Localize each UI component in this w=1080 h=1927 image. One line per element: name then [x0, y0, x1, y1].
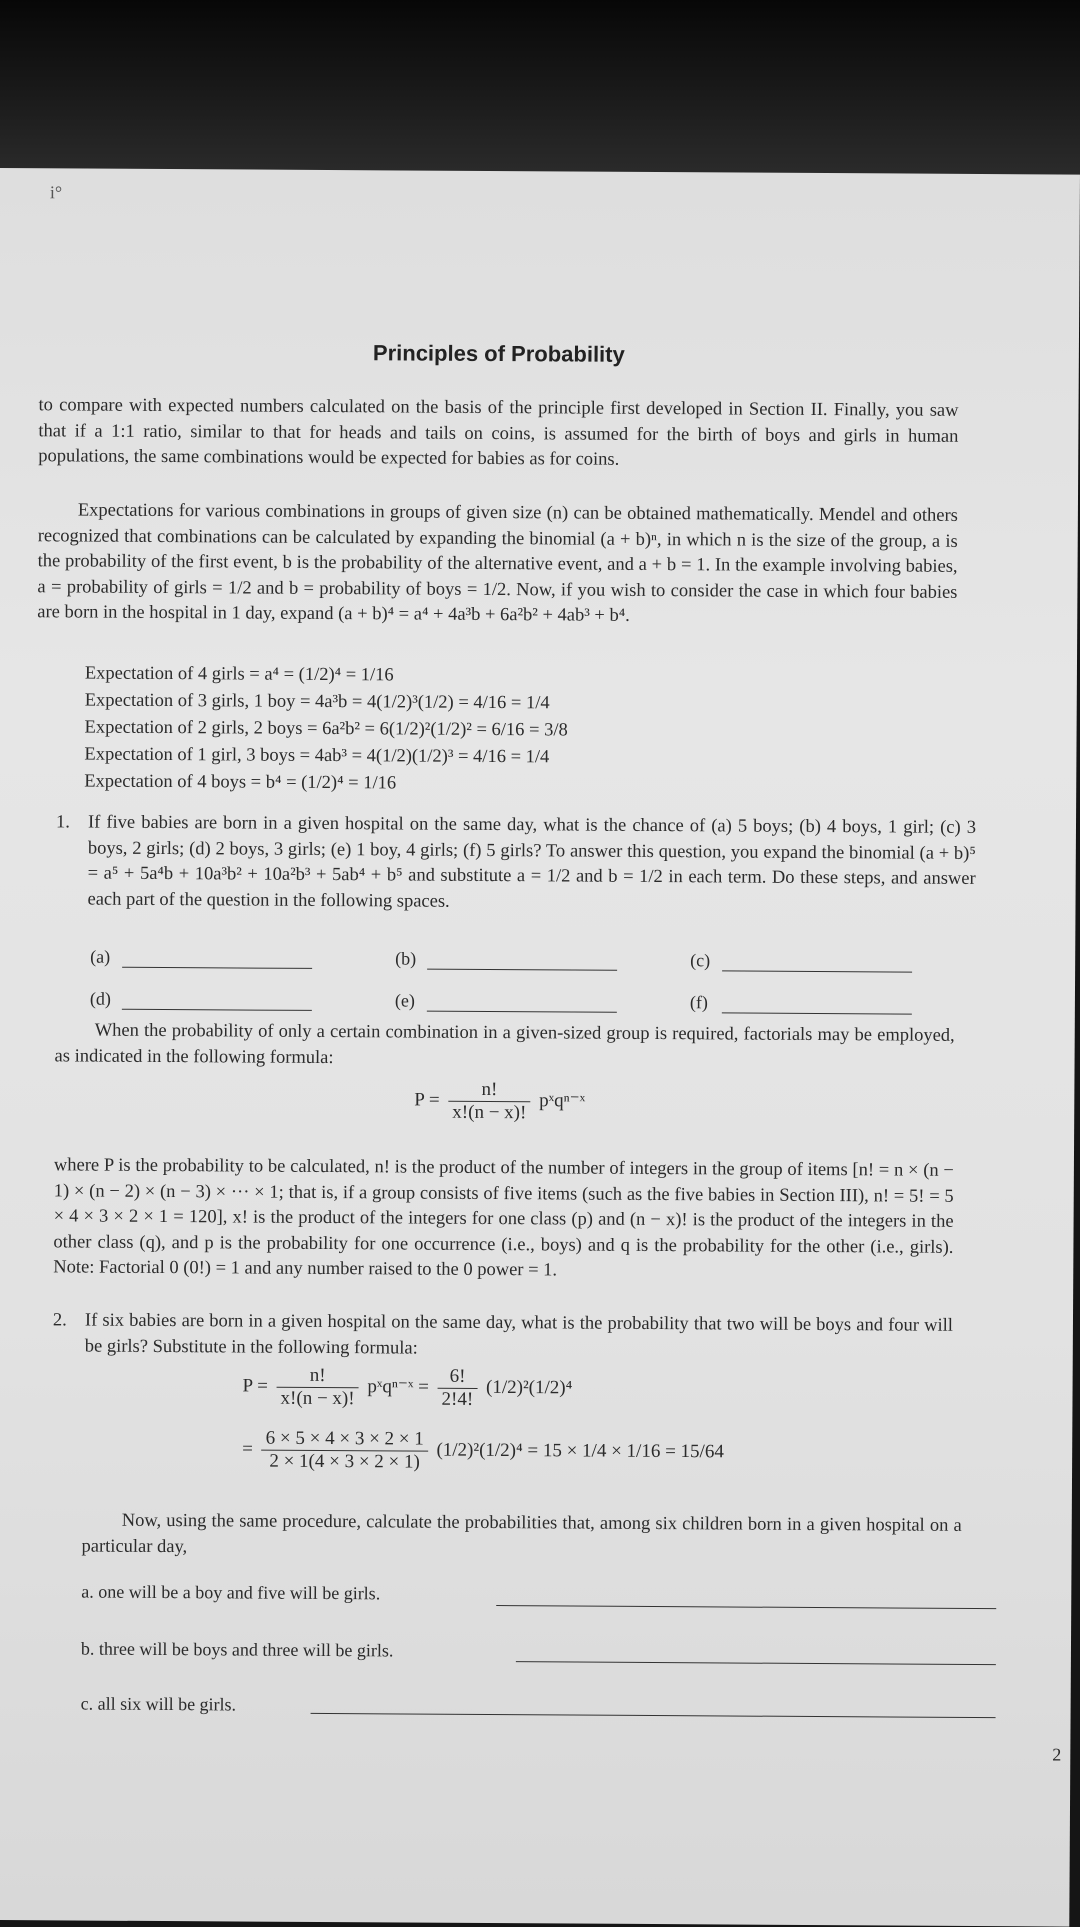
- now-paragraph: Now, using the same procedure, calculate the probabilities that, among six children born in a given hospital on a particular day,: [81, 1510, 962, 1557]
- intro-paragraph: to compare with expected numbers calculated on the basis of the principle first developed in Section II. Finally, you saw that if a 1:1 ratio, similar to that for heads and tails on coins, is assumed for the birth of boys and girls in human populations, the same combinations would be expected for babies as for coins.: [38, 395, 959, 470]
- answer-row-1: [90, 947, 970, 982]
- question-2-work-line-2: [242, 1428, 724, 1476]
- question-1: [55, 810, 976, 918]
- expectation-line: Expectation of 3 girls, 1 boy = 4a³b = 4(1/2)³(1/2) = 4/16 = 1/4: [84, 690, 550, 714]
- answer-line[interactable]: [122, 967, 312, 969]
- expectation-line: Expectation of 4 girls = a⁴ = (1/2)⁴ = 1/16: [84, 663, 394, 686]
- question-2: [53, 1308, 953, 1364]
- expectation-list: [84, 661, 885, 801]
- blank-label: (a): [90, 946, 111, 967]
- question-text: If six babies are born in a given hospital on the same day, what is the probability that two will be boys and four will be girls? Substitute in the following formula:: [84, 1310, 954, 1359]
- work-denominator: x!(n − x)!: [280, 1387, 355, 1410]
- document-page: [0, 168, 1080, 1927]
- factorial-formula: [414, 1079, 585, 1125]
- question-2-work-line-1: [242, 1365, 572, 1412]
- answer-line[interactable]: [722, 970, 912, 972]
- answer-line[interactable]: [427, 1011, 617, 1013]
- blank-label: (b): [395, 948, 417, 969]
- factorial-intro: When the probability of only a certain combination in a given-sized group is required, factorials may be employed, as indicated in the following formula:: [54, 1020, 955, 1068]
- question-text: If five babies are born in a given hospital on the same day, what is the chance of (a) 5 boys; (b) 4 boys, 1 girl; (c) 3 boys, 2 girls; (d) 2 boys, 3 girls; (e) 1 boy, 4 girls; (f) 5 girls? To answer this question, you expand the binomial (a + b)⁵ = a⁵ + 5a⁴b + 10a³b² + 10a²b³ + 5ab⁴ + b⁵ and substitute a = 1/2 and b = 1/2 in each term. Do these steps, and answer each part of the question in the following spaces.: [87, 812, 977, 912]
- work-numerator: n!: [277, 1365, 359, 1389]
- formula-numerator: n!: [448, 1079, 530, 1103]
- work-denominator: 2 × 1(4 × 3 × 2 × 1): [269, 1450, 420, 1473]
- edge-mark: i°: [49, 182, 63, 203]
- expectation-line: Expectation of 1 girl, 3 boys = 4ab³ = 4(1/2)(1/2)³ = 4/16 = 1/4: [84, 744, 550, 768]
- blank-label: (d): [89, 988, 111, 1009]
- where-paragraph: where P is the probability to be calculated, n! is the product of the number of integers in the group of items [n! = n × (n − 1) × (n − 2) × (n − 3) × ··· × 1; that is, if a group consists of five items (such as the five babies in Section III), n! = 5! = 5 × 4 × 3 × 2 × 1 = 120], x! is the product of the integers for one class (p) and (n − x)! is the product of the integers in the other class (q), and p is the probability for one occurrence (i.e., boys) and q is the probability for the other (i.e., girls). Note: Factorial 0 (0!) = 1 and any number raised to the 0 power = 1.: [53, 1155, 954, 1281]
- formula-tail: pˣqⁿ⁻ˣ: [539, 1090, 586, 1112]
- background-top: [0, 0, 1080, 180]
- formula-fraction: [448, 1079, 530, 1125]
- sub-question-a: a. one will be a boy and five will be girls.: [81, 1581, 381, 1604]
- blank-label: (e): [394, 990, 415, 1011]
- work-tail: (1/2)²(1/2)⁴ = 15 × 1/4 × 1/16 = 15/64: [436, 1439, 724, 1463]
- work-denominator: 2!4!: [441, 1388, 474, 1410]
- blank-label: (c): [690, 950, 711, 971]
- expectations-paragraph: Expectations for various combinations in groups of given size (n) can be obtained mathematically. Mendel and others recognized that combinations can be calculated by expanding the binomial (a + b)ⁿ, in which n is the size of the group, a is the probability of the first event, b is the probability of the alternative event, and a + b = 1. In the example involving babies, a = probability of girls = 1/2 and b = probability of boys = 1/2. Now, if you wish to consider the case in which four babies are born in the hospital in 1 day, expand (a + b)⁴ = a⁴ + 4a³b + 6a²b² + 4ab³ + b⁴.: [37, 500, 958, 626]
- formula-lhs: P =: [414, 1089, 440, 1111]
- work-tail: (1/2)²(1/2)⁴: [485, 1376, 573, 1399]
- answer-line-a[interactable]: [496, 1605, 996, 1609]
- answer-line[interactable]: [427, 969, 617, 971]
- question-number: 2.: [52, 1310, 67, 1331]
- work-fraction: [262, 1428, 428, 1474]
- question-number: 1.: [55, 812, 70, 833]
- work-numerator: 6!: [438, 1366, 478, 1389]
- blank-label: (f): [689, 992, 708, 1013]
- sub-question-c: c. all six will be girls.: [80, 1693, 237, 1715]
- expectation-line: Expectation of 4 boys = b⁴ = (1/2)⁴ = 1/16: [84, 771, 397, 794]
- answer-line-c[interactable]: [311, 1713, 996, 1718]
- answer-line[interactable]: [722, 1012, 912, 1014]
- work-eq: =: [242, 1438, 253, 1460]
- work-mid: pˣqⁿ⁻ˣ =: [367, 1376, 429, 1398]
- page-title: Principles of Probability: [372, 340, 625, 367]
- work-numerator: 6 × 5 × 4 × 3 × 2 × 1: [262, 1428, 428, 1452]
- work-lhs: P =: [242, 1375, 268, 1397]
- sub-question-b: b. three will be boys and three will be girls.: [80, 1638, 394, 1661]
- expectation-line: Expectation of 2 girls, 2 boys = 6a²b² = 6(1/2)²(1/2)² = 6/16 = 3/8: [84, 717, 568, 741]
- work-fraction: [437, 1366, 477, 1411]
- answer-line[interactable]: [122, 1009, 312, 1011]
- answer-line-b[interactable]: [516, 1661, 996, 1665]
- formula-denominator: x!(n − x)!: [452, 1101, 527, 1124]
- page-corner-number: 2: [1052, 1744, 1062, 1765]
- work-fraction: [276, 1365, 358, 1411]
